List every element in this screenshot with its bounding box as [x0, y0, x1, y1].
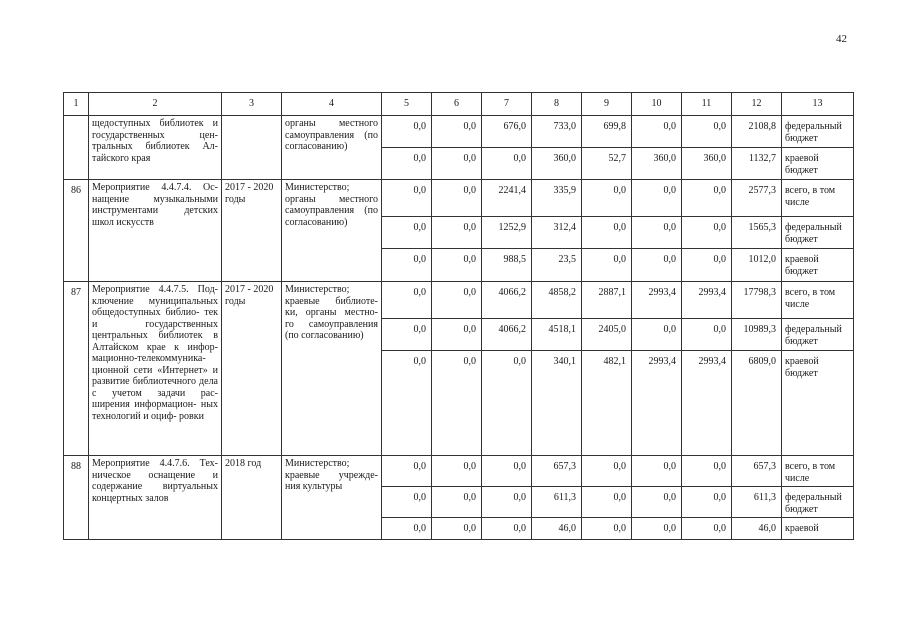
amount-cell: 335,9 [532, 180, 582, 217]
amount-cell: 1252,9 [482, 217, 532, 249]
activity-description: щедоступных библиотек и государственных цен- тральных библиотек Ал- тайского края [89, 116, 222, 180]
amount-cell: 0,0 [582, 518, 632, 540]
amount-cell: 0,0 [382, 116, 432, 148]
activity-description: Мероприятие 4.4.7.4. Ос- нащение музыкальными инструментами детских школ искусств [89, 180, 222, 282]
table-row [64, 456, 854, 487]
period: 2017 - 2020 годы [222, 180, 282, 282]
amount-cell: 0,0 [432, 148, 482, 180]
amount-cell: 0,0 [582, 217, 632, 249]
amount-cell: 0,0 [682, 518, 732, 540]
amount-cell: 0,0 [632, 217, 682, 249]
column-header: 11 [682, 93, 732, 116]
executor: Министерство; органы местного самоуправления (по согласованию) [282, 180, 382, 282]
amount-cell: 0,0 [582, 249, 632, 282]
amount-cell: 0,0 [432, 217, 482, 249]
amount-cell: 0,0 [432, 249, 482, 282]
amount-cell: 6809,0 [732, 351, 782, 456]
amount-cell: 4066,2 [482, 282, 532, 319]
row-number: 87 [64, 282, 89, 456]
amount-cell: 0,0 [382, 518, 432, 540]
amount-cell: 0,0 [632, 518, 682, 540]
executor: Министерство; краевые библиоте- ки, органы местно- го самоуправления (по согласованию) [282, 282, 382, 456]
amount-cell: 1132,7 [732, 148, 782, 180]
amount-cell: 360,0 [632, 148, 682, 180]
row-number: 86 [64, 180, 89, 282]
amount-cell: 0,0 [432, 282, 482, 319]
amount-cell: 0,0 [382, 351, 432, 456]
funding-source: краевой бюджет [782, 249, 854, 282]
amount-cell: 52,7 [582, 148, 632, 180]
amount-cell: 657,3 [532, 456, 582, 487]
activity-description: Мероприятие 4.4.7.5. Под- ключение муниципальных общедоступных библио- тек и государственных центральных библиотек в Алтайском крае к инфор- мационно-телекоммуника- ционной сети «Интернет» и развитие библиотечного дела с учетом задачи рас- ширения информацион- ных технологий и оциф- ровки [89, 282, 222, 456]
period: 2018 год [222, 456, 282, 540]
amount-cell: 46,0 [732, 518, 782, 540]
amount-cell: 0,0 [482, 487, 532, 518]
amount-cell: 0,0 [382, 148, 432, 180]
column-header: 7 [482, 93, 532, 116]
column-header: 1 [64, 93, 89, 116]
funding-source: всего, в том числе [782, 456, 854, 487]
amount-cell: 0,0 [432, 518, 482, 540]
amount-cell: 0,0 [632, 319, 682, 351]
table-body [64, 93, 854, 540]
amount-cell: 0,0 [682, 319, 732, 351]
funding-source: краевой бюджет [782, 148, 854, 180]
amount-cell: 10989,3 [732, 319, 782, 351]
header-row [64, 93, 854, 116]
amount-cell: 2887,1 [582, 282, 632, 319]
budget-table [63, 92, 854, 540]
amount-cell: 0,0 [632, 249, 682, 282]
page-number: 42 [836, 33, 847, 45]
amount-cell: 360,0 [532, 148, 582, 180]
amount-cell: 46,0 [532, 518, 582, 540]
executor: органы местного самоуправления (по согласованию) [282, 116, 382, 180]
amount-cell: 0,0 [432, 351, 482, 456]
amount-cell: 2405,0 [582, 319, 632, 351]
funding-source: всего, в том числе [782, 282, 854, 319]
amount-cell: 0,0 [382, 249, 432, 282]
amount-cell: 1012,0 [732, 249, 782, 282]
amount-cell: 0,0 [382, 217, 432, 249]
activity-description: Мероприятие 4.4.7.6. Тех- ническое оснащение и содержание виртуальных концертных залов [89, 456, 222, 540]
column-header: 8 [532, 93, 582, 116]
amount-cell: 0,0 [382, 487, 432, 518]
amount-cell: 0,0 [682, 456, 732, 487]
amount-cell: 2993,4 [682, 351, 732, 456]
amount-cell: 23,5 [532, 249, 582, 282]
funding-source: федеральный бюджет [782, 116, 854, 148]
amount-cell: 611,3 [732, 487, 782, 518]
amount-cell: 0,0 [432, 487, 482, 518]
table-row [64, 180, 854, 217]
funding-source: краевой бюджет [782, 351, 854, 456]
column-header: 10 [632, 93, 682, 116]
amount-cell: 482,1 [582, 351, 632, 456]
amount-cell: 2993,4 [682, 282, 732, 319]
column-header: 9 [582, 93, 632, 116]
funding-source: краевой [782, 518, 854, 540]
amount-cell: 0,0 [632, 487, 682, 518]
amount-cell: 0,0 [482, 456, 532, 487]
amount-cell: 0,0 [482, 148, 532, 180]
amount-cell: 0,0 [632, 116, 682, 148]
amount-cell: 2993,4 [632, 351, 682, 456]
amount-cell: 733,0 [532, 116, 582, 148]
amount-cell: 0,0 [582, 180, 632, 217]
amount-cell: 657,3 [732, 456, 782, 487]
column-header: 4 [282, 93, 382, 116]
amount-cell: 4518,1 [532, 319, 582, 351]
amount-cell: 0,0 [382, 180, 432, 217]
amount-cell: 0,0 [682, 249, 732, 282]
executor: Министерство; краевые учрежде- ния культуры [282, 456, 382, 540]
amount-cell: 0,0 [582, 456, 632, 487]
amount-cell: 0,0 [432, 319, 482, 351]
amount-cell: 4858,2 [532, 282, 582, 319]
column-header: 6 [432, 93, 482, 116]
amount-cell: 2993,4 [632, 282, 682, 319]
funding-source: федеральный бюджет [782, 487, 854, 518]
amount-cell: 312,4 [532, 217, 582, 249]
amount-cell: 0,0 [582, 487, 632, 518]
amount-cell: 0,0 [382, 319, 432, 351]
amount-cell: 0,0 [632, 180, 682, 217]
amount-cell: 988,5 [482, 249, 532, 282]
amount-cell: 699,8 [582, 116, 632, 148]
amount-cell: 0,0 [432, 116, 482, 148]
amount-cell: 611,3 [532, 487, 582, 518]
funding-source: федеральный бюджет [782, 319, 854, 351]
amount-cell: 0,0 [682, 180, 732, 217]
amount-cell: 0,0 [382, 456, 432, 487]
amount-cell: 0,0 [682, 217, 732, 249]
column-header: 12 [732, 93, 782, 116]
column-header: 2 [89, 93, 222, 116]
period [222, 116, 282, 180]
period: 2017 - 2020 годы [222, 282, 282, 456]
row-number: 88 [64, 456, 89, 540]
row-number [64, 116, 89, 180]
amount-cell: 0,0 [432, 456, 482, 487]
amount-cell: 0,0 [382, 282, 432, 319]
amount-cell: 360,0 [682, 148, 732, 180]
amount-cell: 0,0 [482, 518, 532, 540]
amount-cell: 4066,2 [482, 319, 532, 351]
amount-cell: 0,0 [432, 180, 482, 217]
amount-cell: 2108,8 [732, 116, 782, 148]
amount-cell: 676,0 [482, 116, 532, 148]
table-row [64, 116, 854, 148]
amount-cell: 17798,3 [732, 282, 782, 319]
amount-cell: 340,1 [532, 351, 582, 456]
amount-cell: 1565,3 [732, 217, 782, 249]
funding-source: федеральный бюджет [782, 217, 854, 249]
column-header: 13 [782, 93, 854, 116]
amount-cell: 0,0 [682, 116, 732, 148]
amount-cell: 0,0 [482, 351, 532, 456]
column-header: 5 [382, 93, 432, 116]
column-header: 3 [222, 93, 282, 116]
amount-cell: 0,0 [632, 456, 682, 487]
table-row [64, 282, 854, 319]
amount-cell: 2577,3 [732, 180, 782, 217]
funding-source: всего, в том числе [782, 180, 854, 217]
amount-cell: 0,0 [682, 487, 732, 518]
amount-cell: 2241,4 [482, 180, 532, 217]
